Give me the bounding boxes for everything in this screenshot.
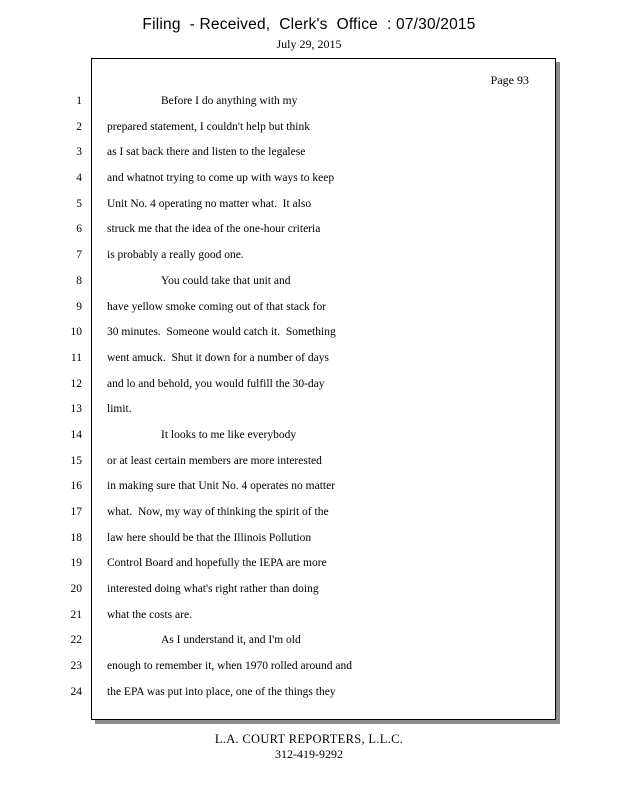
line-number: 14 [70,428,82,441]
transcript-line: Control Board and hopefully the IEPA are more [107,557,327,570]
transcript-line: and lo and behold, you would fulfill the 30-day [107,377,325,390]
page-number: Page 93 [490,73,529,87]
transcript-line: is probably a really good one. [107,249,244,262]
transcript-line: 30 minutes. Someone would catch it. Something [107,326,336,339]
transcript-line: went amuck. Shut it down for a number of days [107,351,329,364]
transcript-line: what. Now, my way of thinking the spirit of the [107,506,329,518]
transcript-line: Before I do anything with my [161,95,298,107]
transcript-line: limit. [107,403,132,416]
transcript-line: You could take that unit and [161,274,291,287]
transcript-line: struck me that the idea of the one-hour criteria [107,223,321,236]
transcript-line: and whatnot trying to come up with ways to keep [107,172,335,185]
line-number: 18 [70,531,82,544]
line-number: 21 [70,608,82,621]
line-number: 22 [70,634,82,647]
line-number: 17 [70,506,82,518]
line-number: 20 [70,583,82,596]
line-number: 15 [70,454,82,467]
line-number: 13 [70,403,82,416]
transcript-line: It looks to me like everybody [161,428,297,441]
transcript-date: July 29, 2015 [276,37,342,51]
line-number: 4 [76,172,82,185]
line-number: 8 [76,274,82,287]
line-number: 24 [70,685,82,698]
line-number: 19 [70,557,82,570]
transcript-line: as I sat back there and listen to the legalese [107,146,306,159]
line-number: 10 [70,326,82,339]
transcript-line: in making sure that Unit No. 4 operates no matter [107,480,336,493]
line-number: 7 [76,249,82,262]
footer-phone: 312-419-9292 [275,747,343,761]
transcript-line: or at least certain members are more interested [107,454,322,467]
line-number: 23 [70,660,82,673]
line-number: 3 [76,146,82,159]
transcript-line: the EPA was put into place, one of the things they [107,685,336,698]
line-number: 1 [76,95,82,107]
line-number: 11 [70,351,82,364]
transcript-line: prepared statement, I couldn't help but think [107,120,310,133]
line-number: 9 [76,300,82,313]
transcript-line: As I understand it, and I'm old [161,634,301,647]
line-number: 2 [76,120,82,133]
line-number-column [60,91,82,708]
transcript-text [107,91,547,708]
line-number: 6 [76,223,82,236]
filing-header: Filing - Received, Clerk's Office : 07/30/2015 [142,16,476,33]
line-number: 12 [70,377,82,390]
transcript-line: law here should be that the Illinois Pollution [107,531,312,544]
transcript-line: what the costs are. [107,608,192,621]
transcript-line: Unit No. 4 operating no matter what. It also [107,197,312,210]
footer-company: L.A. COURT REPORTERS, L.L.C. [214,732,404,746]
transcript-line: interested doing what's right rather than doing [107,583,319,596]
transcript-line: have yellow smoke coming out of that stack for [107,300,327,313]
line-number: 16 [70,480,82,493]
transcript-line: enough to remember it, when 1970 rolled around and [107,660,352,673]
line-number: 5 [76,197,82,210]
